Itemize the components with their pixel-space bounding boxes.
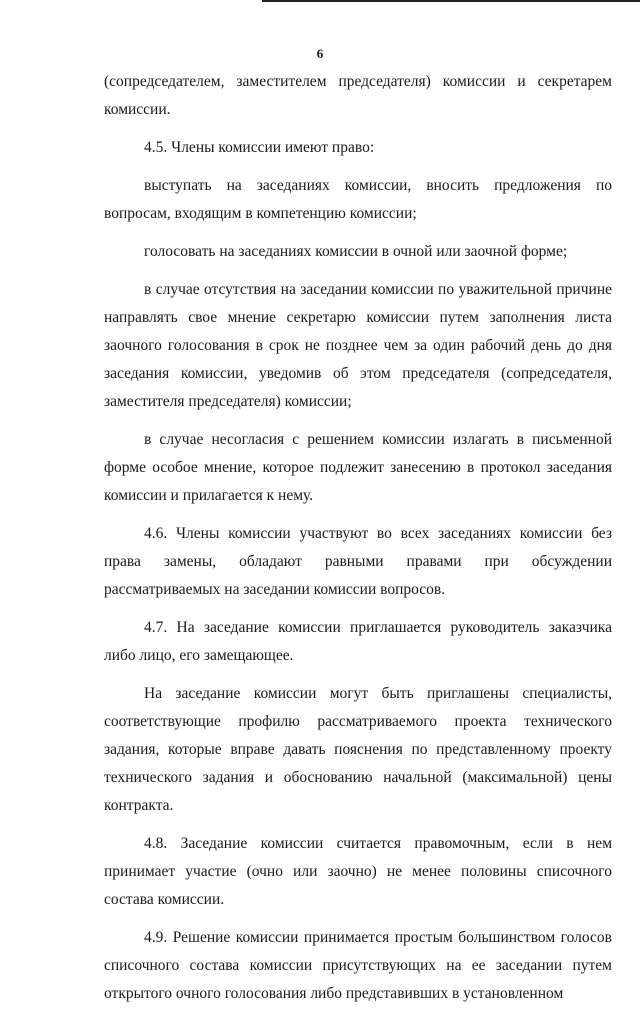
paragraph-right-speak: выступать на заседаниях комиссии, вносить предложения по вопросам, входящим в компетенцию комиссии; (104, 177, 612, 222)
paragraph-specialists: На заседание комиссии могут быть приглашены специалисты, соответствующие профилю рассматриваемого проекта технического задания, которые вправе давать пояснения по представленному проекту технического задания и обоснованию начальной (максимальной) цены контракта. (104, 685, 612, 814)
paragraph-4-7: 4.7. На заседание комиссии приглашается руководитель заказчика либо лицо, его замещающее. (104, 619, 612, 664)
document-body (104, 68, 612, 1012)
paragraph-continuation: (сопредседателем, заместителем председателя) комиссии и секретарем комиссии. (104, 73, 612, 118)
paragraph-4-8: 4.8. Заседание комиссии считается правомочным, если в нем принимает участие (очно или заочно) не менее половины списочного состава комиссии. (104, 835, 612, 908)
page-number: 6 (316, 46, 324, 61)
paragraph-right-dissent: в случае несогласия с решением комиссии излагать в письменной форме особое мнение, которое подлежит занесению в протокол заседания комиссии и прилагается к нему. (104, 431, 612, 504)
paragraph-right-absent: в случае отсутствия на заседании комиссии по уважительной причине направлять свое мнение секретарю комиссии путем заполнения листа заочного голосования в срок не позднее чем за один рабочий день до дня заседания комиссии, уведомив об этом председателя (сопредседателя, заместителя председателя) комиссии; (104, 281, 612, 410)
paragraph-4-6: 4.6. Члены комиссии участвуют во всех заседаниях комиссии без права замены, обладают равными правами при обсуждении рассматриваемых на заседании комиссии вопросов. (104, 525, 612, 598)
paragraph-right-vote: голосовать на заседаниях комиссии в очной или заочной форме; (144, 243, 568, 260)
paragraph-4-5-heading: 4.5. Члены комиссии имеют право: (144, 139, 375, 156)
paragraph-4-9: 4.9. Решение комиссии принимается простым большинством голосов списочного состава комиссии присутствующих на ее заседании путем открытого очного голосования либо представивших в установленном (104, 929, 612, 1002)
top-border-rule (262, 0, 640, 2)
